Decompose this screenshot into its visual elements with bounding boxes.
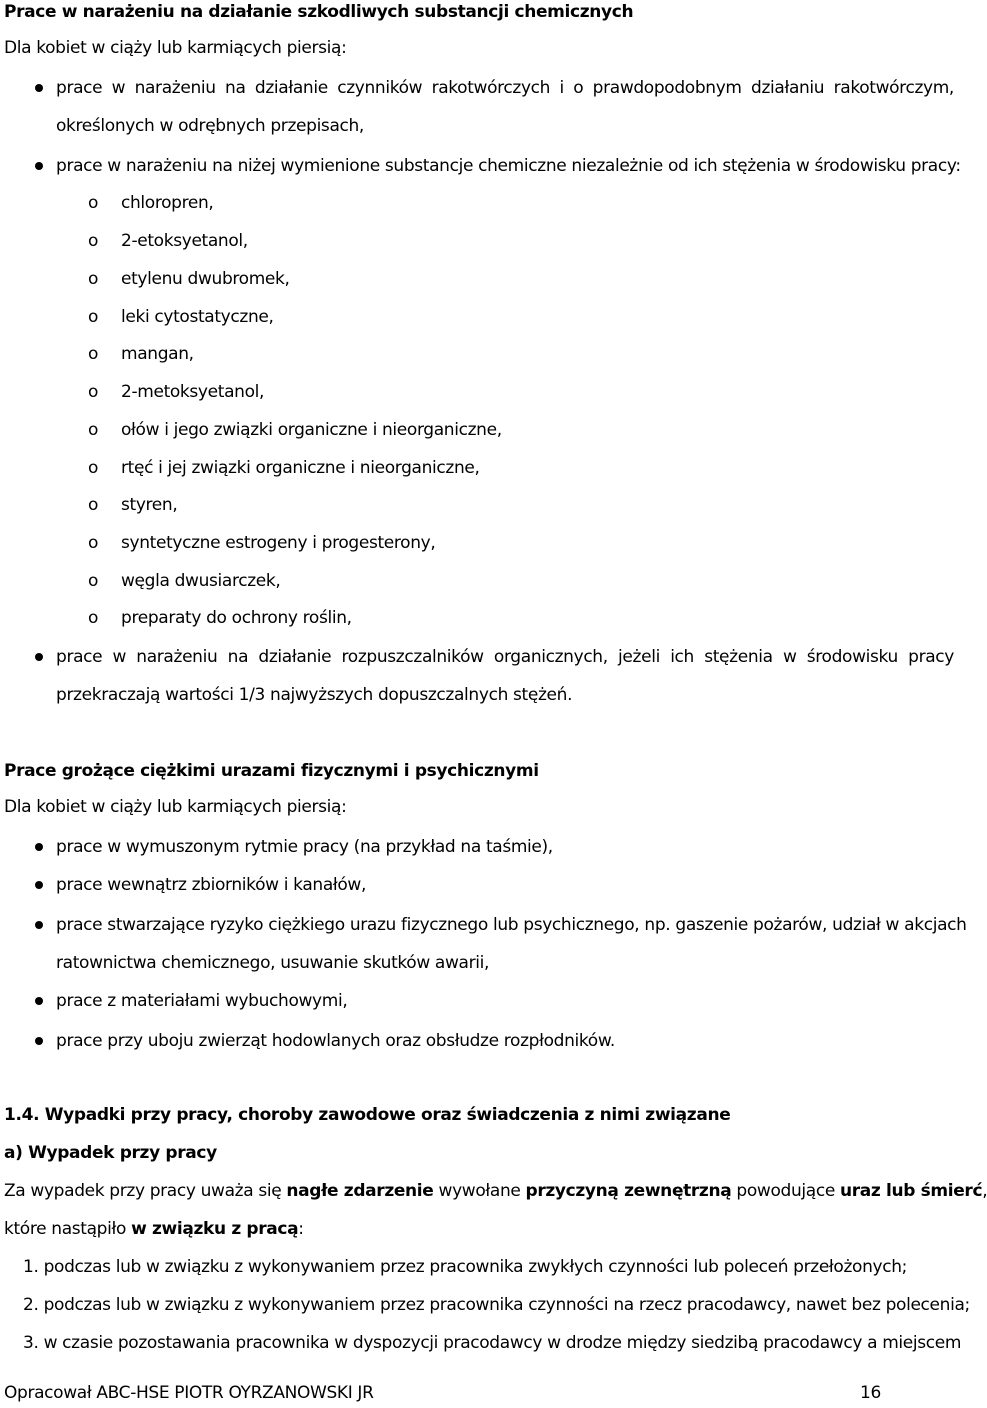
circle-bullet-icon: o	[88, 571, 99, 591]
list-item-continuation: przekraczają wartości 1/3 najwyższych dopuszczalnych stężeń.	[56, 685, 573, 705]
sub-list-item: o 2-metoksyetanol,	[88, 382, 265, 402]
section-subtitle: Dla kobiet w ciąży lub karmiących piersią:	[4, 38, 347, 58]
bullet-icon	[35, 997, 43, 1005]
circle-bullet-icon: o	[88, 307, 99, 327]
circle-bullet-icon: o	[88, 458, 99, 478]
chapter-heading: 1.4. Wypadki przy pracy, choroby zawodowe oraz świadczenia z nimi związane	[4, 1105, 731, 1125]
sub-list-item: o ołów i jego związki organiczne i nieorganiczne,	[88, 420, 502, 440]
circle-bullet-icon: o	[88, 344, 99, 364]
section-subtitle: Dla kobiet w ciąży lub karmiących piersią:	[4, 797, 347, 817]
circle-bullet-icon: o	[88, 608, 99, 628]
sub-list-item: o preparaty do ochrony roślin,	[88, 608, 352, 628]
circle-bullet-icon: o	[88, 382, 99, 402]
list-item: prace w narażeniu na działanie rozpuszczalników organicznych, jeżeli ich stężenia w środowisku pracy	[0, 645, 960, 669]
list-item: prace w wymuszonym rytmie pracy (na przykład na taśmie),	[0, 835, 960, 859]
numbered-item: 2. podczas lub w związku z wykonywaniem przez pracownika czynności na rzecz pracodawcy, nawet bez polecenia;	[23, 1295, 970, 1315]
circle-bullet-icon: o	[88, 231, 99, 251]
circle-bullet-icon: o	[88, 533, 99, 553]
list-item: prace w narażeniu na niżej wymienione substancje chemiczne niezależnie od ich stężenia w środowisku pracy:	[0, 154, 960, 178]
section-title: Prace grożące ciężkimi urazami fizycznymi i psychicznymi	[4, 761, 539, 781]
list-item-continuation: określonych w odrębnych przepisach,	[56, 116, 364, 136]
bullet-icon	[35, 84, 43, 92]
circle-bullet-icon: o	[88, 495, 99, 515]
page-number: 16	[860, 1383, 881, 1403]
bullet-icon	[35, 881, 43, 889]
circle-bullet-icon: o	[88, 193, 99, 213]
sub-list-item: o węgla dwusiarczek,	[88, 571, 281, 591]
list-item: prace przy uboju zwierząt hodowlanych oraz obsłudze rozpłodników.	[0, 1029, 960, 1053]
sub-list-item: o chloropren,	[88, 193, 214, 213]
definition-paragraph	[0, 1179, 987, 1203]
sub-list-item: o rtęć i jej związki organiczne i nieorganiczne,	[88, 458, 480, 478]
list-item: prace z materiałami wybuchowymi,	[0, 989, 960, 1013]
list-item: prace wewnątrz zbiorników i kanałów,	[0, 873, 960, 897]
sub-list-item: o leki cytostatyczne,	[88, 307, 274, 327]
list-item-continuation: ratownictwa chemicznego, usuwanie skutków awarii,	[56, 953, 490, 973]
section-title: Prace w narażeniu na działanie szkodliwych substancji chemicznych	[4, 2, 634, 22]
circle-bullet-icon: o	[88, 269, 99, 289]
bullet-icon	[35, 921, 43, 929]
list-item: prace stwarzające ryzyko ciężkiego urazu fizycznego lub psychicznego, np. gaszenie pożarów, udział w akcjach	[0, 913, 960, 937]
sub-list-item: o syntetyczne estrogeny i progesterony,	[88, 533, 436, 553]
sub-list-item: o 2-etoksyetanol,	[88, 231, 248, 251]
circle-bullet-icon: o	[88, 420, 99, 440]
subheading: a) Wypadek przy pracy	[4, 1143, 217, 1163]
definition-paragraph-continuation	[0, 1217, 960, 1241]
numbered-item: 3. w czasie pozostawania pracownika w dyspozycji pracodawcy w drodze między siedzibą pracodawcy a miejscem	[23, 1333, 962, 1353]
sub-list-item: o etylenu dwubromek,	[88, 269, 290, 289]
bullet-icon	[35, 843, 43, 851]
bullet-icon	[35, 1037, 43, 1045]
bullet-icon	[35, 162, 43, 170]
footer-author: Opracował ABC-HSE PIOTR OYRZANOWSKI JR	[4, 1383, 374, 1403]
definition-line-1: Za wypadek przy pracy uważa się nagłe zdarzenie wywołane przyczyną zewnętrzną powodujące uraz lub śmierć,	[4, 1181, 987, 1201]
sub-list-item: o mangan,	[88, 344, 194, 364]
numbered-item: 1. podczas lub w związku z wykonywaniem przez pracownika zwykłych czynności lub poleceń przełożonych;	[23, 1257, 908, 1277]
sub-list-item: o styren,	[88, 495, 178, 515]
page-footer	[0, 1381, 960, 1405]
list-item: prace w narażeniu na działanie czynników rakotwórczych i o prawdopodobnym działaniu rakotwórczym,	[0, 76, 960, 100]
definition-line-2: które nastąpiło w związku z pracą:	[4, 1219, 304, 1239]
bullet-icon	[35, 653, 43, 661]
